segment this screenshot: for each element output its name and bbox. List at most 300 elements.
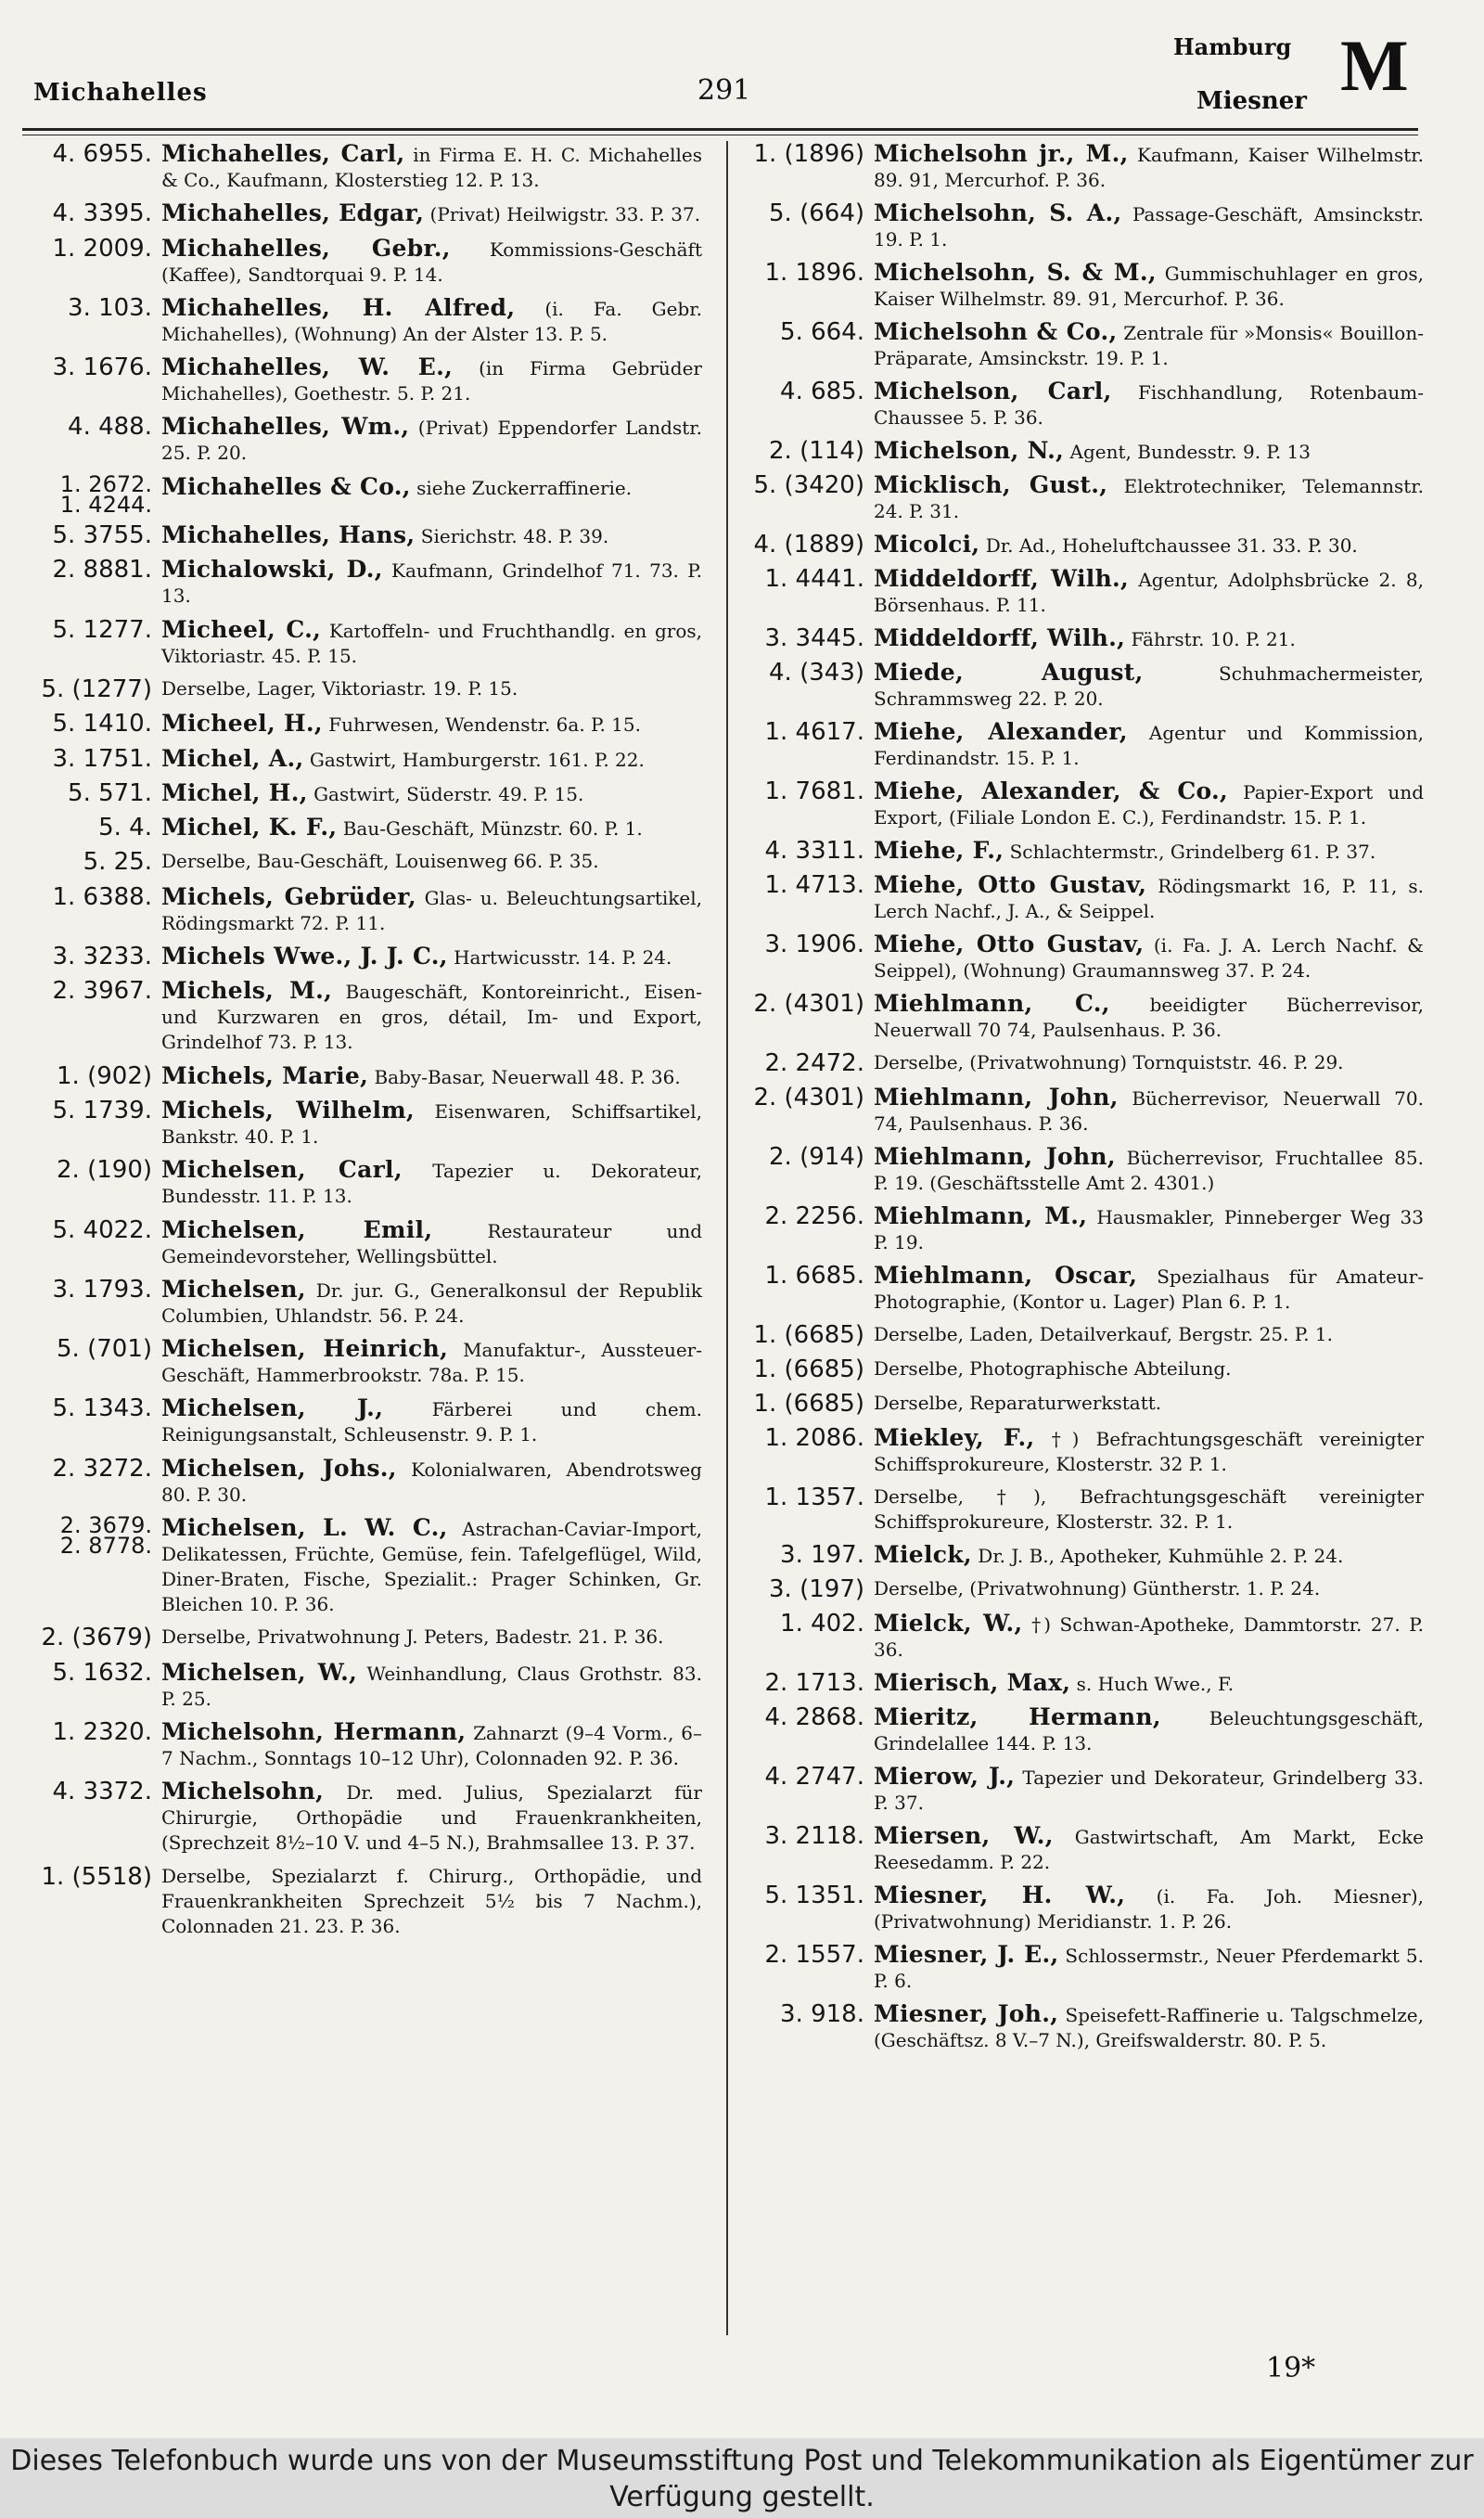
signature-mark: 19* [1266, 2352, 1316, 2384]
entry-text [161, 1336, 702, 1388]
entry-text [874, 566, 1424, 618]
entry-details: Derselbe, Reparaturwerkstatt. [874, 1392, 1162, 1414]
entry-details: Derselbe, (Privatwohnung) Tornquiststr. 46. P. 29. [874, 1051, 1344, 1073]
entry-phone-number: 5. (3420) [753, 471, 864, 499]
entry-name: Michelsen, W., [161, 1658, 358, 1686]
directory-entry [742, 1764, 1424, 1816]
entry-text [161, 522, 702, 549]
entry-details: Eisenwaren, Schiffsartikel, Bankstr. 40. P. 1. [161, 1099, 702, 1148]
entry-details: Elektrotechniker, Telemannstr. 24. P. 31. [874, 475, 1424, 522]
entry-text [161, 557, 702, 609]
entry-phone-number: 1. (6685) [753, 1321, 864, 1349]
entry-name: Miekley, F., [874, 1424, 1035, 1451]
entry-text [161, 676, 702, 701]
entry-phone-number: 3. 2118. [764, 1822, 864, 1850]
entry-name: Miersen, W., [874, 1822, 1054, 1849]
entry-name: Micheel, C., [161, 615, 322, 643]
directory-entry [30, 236, 702, 288]
directory-entry [742, 532, 1424, 559]
entry-details: (Privat) Heilwigstr. 33. P. 37. [424, 203, 701, 226]
entry-details: Fuhrwesen, Wendenstr. 6a. P. 15. [322, 713, 641, 737]
header-rule [22, 128, 1418, 131]
entry-name: Michahelles, H. Alfred, [161, 293, 516, 321]
entry-details: Zentrale für »Monsis« Bouillon-Präparate, Amsinckstr. 19. P. 1. [874, 322, 1424, 369]
entry-text [874, 2001, 1424, 2053]
directory-entry [742, 1576, 1424, 1603]
entry-phone-number: 5. 1632. [52, 1658, 152, 1687]
entry-phone-number: 5. 664. [780, 318, 864, 346]
entry-name: Michahelles, Hans, [161, 521, 416, 549]
entry-phone-number: 2. (190) [57, 1156, 152, 1185]
entry-details: Tapezier und Dekorateur, Grindelberg 33. P. 37. [874, 1766, 1424, 1814]
entry-text [161, 780, 702, 807]
entry-details: Bücherrevisor, Neuerwall 70. 74, Paulsenhaus. P. 36. [874, 1087, 1424, 1135]
directory-entry [742, 1356, 1424, 1383]
entry-text [161, 1660, 702, 1712]
entry-details: Zahnarzt (9–4 Vorm., 6–7 Nachm., Sonntags 10–12 Uhr), Colonnaden 92. P. 36. [161, 1721, 703, 1769]
entry-phone-number: 2. 2256. [764, 1202, 864, 1230]
entry-details: (i. Fa. J. A. Lerch Nachf. & Seippel), (Wohnung) Graumannsweg 37. P. 24. [874, 934, 1424, 982]
entry-name: Michahelles & Co., [161, 472, 411, 500]
directory-entry [742, 472, 1424, 524]
entry-details: Passage-Geschäft, Amsinckstr. 19. P. 1. [874, 203, 1424, 251]
entry-name: Michelsen, [161, 1275, 306, 1303]
directory-entry [742, 1823, 1424, 1875]
directory-entry [30, 1779, 702, 1856]
entry-name: Miede, August, [874, 659, 1144, 686]
entry-name: Miesner, J. E., [874, 1941, 1059, 1968]
entry-text [874, 200, 1424, 252]
directory-entry [742, 931, 1424, 983]
entry-text [161, 1098, 702, 1150]
entry-name: Michels, Marie, [161, 1061, 369, 1089]
entry-phone-number: 1. (902) [57, 1061, 152, 1090]
entry-phone-number: 3. 1676. [52, 353, 152, 382]
directory-entry [742, 141, 1424, 193]
entry-text [161, 1864, 702, 1939]
entry-phone-number: 1. 1896. [764, 259, 864, 287]
entry-details: Kaufmann, Kaiser Wilhelmstr. 89. 91, Mercurhof. P. 36. [874, 144, 1424, 191]
entry-name: Michelsohn, [161, 1778, 325, 1805]
entry-phone-number: 3. 197. [780, 1541, 864, 1569]
entry-phone-number: 4. 3311. [764, 837, 864, 865]
directory-entry [30, 295, 702, 347]
entry-name: Micklisch, Gust., [874, 471, 1108, 498]
entry-name: Miesner, H. W., [874, 1882, 1126, 1908]
directory-entry [742, 1391, 1424, 1418]
entry-phone-number: 4. 2747. [764, 1763, 864, 1791]
entry-text [874, 1085, 1424, 1137]
directory-entry [30, 1660, 702, 1712]
entry-text [874, 260, 1424, 312]
entry-details: Derselbe, (Privatwohnung) Güntherstr. 1. P. 24. [874, 1577, 1321, 1599]
entry-name: Michelsen, Heinrich, [161, 1335, 449, 1363]
entry-details: Baby-Basar, Neuerwall 48. P. 36. [368, 1065, 681, 1088]
entry-details: (in Firma Gebrüder Michahelles), Goethestr. 5. P. 21. [161, 357, 702, 405]
entry-details: Derselbe, Privatwohnung J. Peters, Badestr. 21. P. 36. [161, 1625, 664, 1649]
directory-entry [30, 1625, 702, 1651]
entry-phone-number: 1. 7681. [764, 777, 864, 805]
entry-details: (Privat) Eppendorfer Landstr. 25. P. 20. [161, 417, 702, 465]
entry-details: Derselbe, Laden, Detailverkauf, Bergstr. 25. P. 1. [874, 1323, 1334, 1345]
entry-phone-number: 3. 103. [68, 293, 152, 322]
entry-phone-number: 1. (5518) [41, 1862, 152, 1891]
directory-entry [30, 557, 702, 609]
entry-text [161, 1625, 702, 1650]
entry-name: Michels Wwe., J. J. C., [161, 943, 448, 970]
directory-entry [742, 1085, 1424, 1137]
entry-phone-number: 1. 2320. [52, 1717, 152, 1746]
entry-name: Miehlmann, John, [874, 1143, 1116, 1170]
entry-phone-number: 2. 3967. [52, 977, 152, 1006]
directory-entry [30, 141, 702, 193]
directory-entry [742, 1942, 1424, 1994]
entry-name: Michelsohn, Hermann, [161, 1717, 467, 1745]
header-city: Hamburg [1173, 33, 1292, 60]
entry-name: Mieritz, Hermann, [874, 1703, 1161, 1730]
entry-text [874, 660, 1424, 712]
entry-details: Kolonialwaren, Abendrotsweg 80. P. 30. [161, 1458, 702, 1506]
entry-phone-number: 1. (6685) [753, 1355, 864, 1383]
directory-entry [742, 991, 1424, 1043]
directory-entry [742, 1670, 1424, 1697]
entry-details: Färberei und chem. Reinigungsanstalt, Schleusenstr. 9. P. 1. [161, 1398, 703, 1446]
entry-details: Derselbe, †), Befrachtungsgeschäft vereinigter Schiffsprokureure, Klosterstr. 32. P. 1. [874, 1485, 1424, 1533]
entry-details: Astrachan-Caviar-Import, Delikatessen, Früchte, Gemüse, fein. Tafelgeflügel, Wild, Diner-Braten, Fische, Spezialit.: Prager Schinken, Gr. Bleichen 10. P. 36. [161, 1518, 702, 1616]
directory-entry [30, 746, 702, 773]
entry-phone-number: 5. 4022. [52, 1215, 152, 1244]
directory-entry [30, 414, 702, 466]
directory-entry [30, 1719, 702, 1771]
entry-phone-number: 5. 4. [98, 814, 152, 842]
entry-phone-number: 2. 8881. [52, 556, 152, 585]
entry-phone-number: 2. (914) [769, 1143, 864, 1171]
entry-details: Bau-Geschäft, Münzstr. 60. P. 1. [337, 817, 643, 841]
entry-details: Manufaktur-, Aussteuer-Geschäft, Hammerbrookstr. 78a. P. 15. [161, 1339, 702, 1387]
entry-details: Kartoffeln- und Fruchthandlg. en gros, Viktoriastr. 45. P. 15. [161, 619, 703, 667]
entry-name: Mielck, [874, 1541, 972, 1568]
directory-entry [742, 1611, 1424, 1663]
directory-entry [30, 1456, 702, 1508]
directory-entry [742, 260, 1424, 312]
entry-phone-number: 1. 6685. [764, 1262, 864, 1290]
entry-text [161, 200, 702, 227]
entry-text [874, 1823, 1424, 1875]
entry-details: Agentur und Kommission, Ferdinandstr. 15. P. 1. [874, 722, 1424, 769]
directory-entry [742, 838, 1424, 865]
entry-phone-number: 2. (114) [769, 437, 864, 465]
entry-name: Michelsen, L. W. C., [161, 1514, 448, 1542]
entry-text [161, 884, 702, 936]
directory-entry [742, 1882, 1424, 1934]
entry-phone-number: 1. 4617. [764, 718, 864, 746]
page-header [0, 25, 1484, 130]
directory-entry [742, 379, 1424, 430]
entry-text [161, 1217, 702, 1269]
entry-name: Miehe, Otto Gustav, [874, 871, 1147, 898]
directory-entry [30, 1512, 702, 1617]
directory-entry [30, 1098, 702, 1150]
entry-name: Miesner, Joh., [874, 2000, 1059, 2027]
entry-details: Agent, Bundesstr. 9. P. 13 [1064, 441, 1311, 463]
directory-entry [742, 1484, 1424, 1535]
entry-text [874, 1704, 1424, 1756]
entry-phone-number: 5. (1277) [41, 674, 152, 703]
entry-text [161, 746, 702, 773]
entry-details: Glas- u. Beleuchtungsartikel, Rödingsmarkt 72. P. 11. [161, 886, 702, 934]
entry-details: Hausmakler, Pinneberger Weg 33 P. 19. [874, 1206, 1424, 1253]
entry-name: Michel, A., [161, 744, 304, 772]
entry-phone-number: 3. 1751. [52, 744, 152, 773]
entry-phone-number: 5. 571. [68, 778, 152, 807]
directory-entry [30, 1277, 702, 1329]
directory-entry [742, 660, 1424, 712]
directory-entry [30, 884, 702, 936]
directory-entry [30, 978, 702, 1055]
entry-phone-number: 5. (701) [57, 1335, 152, 1364]
entry-details: Dr. med. Julius, Spezialarzt für Chirurgie, Orthopädie und Frauenkrankheiten, (Sprechzeit 8½–10 V. und 4–5 N.), Brahmsallee 13. P. 37. [161, 1781, 702, 1855]
entry-phone-number: 2. (4301) [753, 990, 864, 1018]
entry-text [161, 141, 702, 193]
directory-entry [30, 1864, 702, 1939]
entry-details: Tapezier u. Dekorateur, Bundesstr. 11. P. 13. [161, 1160, 702, 1208]
directory-entry [742, 1263, 1424, 1315]
entry-text [874, 719, 1424, 771]
entry-text [161, 1063, 702, 1090]
entry-name: Michahelles, Wm., [161, 413, 410, 441]
entry-details: (i. Fa. Gebr. Michahelles), (Wohnung) An der Alster 13. P. 5. [161, 297, 703, 345]
entry-name: Miehe, Otto Gustav, [874, 931, 1145, 957]
directory-entry [30, 780, 702, 807]
entry-text [161, 711, 702, 738]
entry-name: Mierisch, Max, [874, 1669, 1071, 1696]
entry-details: Spezialhaus für Amateur-Photographie, (Kontor u. Lager) Plan 6. P. 1. [874, 1265, 1424, 1313]
entry-details: Gastwirt, Hamburgerstr. 161. P. 22. [303, 748, 645, 771]
entry-details: †) Schwan-Apotheke, Dammtorstr. 27. P. 36. [874, 1613, 1425, 1661]
entry-phone-number: 2. 3679. 2. 8778. [59, 1512, 152, 1560]
entry-details: Restaurateur und Gemeindevorsteher, Wellingsbüttel. [161, 1219, 703, 1267]
entry-details: Derselbe, Spezialarzt f. Chirurg., Orthopädie, und Frauenkrankheiten Sprechzeit 5½ bis 7 Nachm.), Colonnaden 21. 23. P. 36. [161, 1864, 702, 1937]
entry-text [161, 1456, 702, 1508]
entry-text [874, 1144, 1424, 1196]
entry-phone-number: 1. 2009. [52, 234, 152, 263]
entry-details: Schlossermstr., Neuer Pferdemarkt 5. P. 6. [874, 1945, 1424, 1992]
entry-text [874, 931, 1424, 983]
directory-entry [30, 200, 702, 227]
directory-entry [30, 522, 702, 549]
entry-name: Michelsen, J., [161, 1394, 384, 1422]
directory-entry [742, 1704, 1424, 1756]
directory-entry [742, 1050, 1424, 1077]
header-left-keyword: Michahelles [33, 79, 208, 107]
entry-details: Bücherrevisor, Fruchtallee 85. P. 19. (Geschäftsstelle Amt 2. 4301.) [874, 1147, 1424, 1194]
entry-text [874, 1611, 1424, 1663]
archive-notice: Dieses Telefonbuch wurde uns von der Museumsstiftung Post und Telekommunikation als Eigentümer zur Verfügung gestellt. [0, 2438, 1484, 2518]
entry-details: Kaufmann, Grindelhof 71. 73. P. 13. [161, 559, 702, 608]
entry-name: Michahelles, Gebr., [161, 234, 451, 262]
entry-details: Schlachtermstr., Grindelberg 61. P. 37. [1004, 841, 1376, 863]
entry-text [874, 1764, 1424, 1816]
entry-phone-number: 1. 2086. [764, 1424, 864, 1452]
entry-text [161, 1779, 702, 1856]
entry-text [161, 1157, 702, 1209]
entry-phone-number: 5. (664) [769, 199, 864, 227]
entry-details: Papier-Export und Export, (Filiale London E. C.), Ferdinandstr. 15. P. 1. [874, 781, 1424, 829]
right-column [742, 141, 1424, 2061]
directory-entry [30, 1336, 702, 1388]
entry-text [874, 1391, 1424, 1416]
entry-text [874, 1670, 1424, 1697]
entry-details: Rödingsmarkt 16, P. 11, s. Lerch Nachf., J. A., & Seippel. [874, 875, 1425, 922]
entry-text [874, 1576, 1424, 1601]
entry-text [161, 944, 702, 970]
entry-text [161, 354, 702, 406]
directory-entry [30, 815, 702, 841]
entry-text [874, 438, 1424, 465]
entry-text [161, 1395, 702, 1447]
entry-phone-number: 1. (6685) [753, 1390, 864, 1418]
directory-entry [742, 438, 1424, 465]
directory-entry [30, 944, 702, 970]
entry-name: Michelsohn, S. A., [874, 199, 1122, 226]
entry-phone-number: 3. 1906. [764, 931, 864, 958]
entry-details: Beleuchtungsgeschäft, Grindelallee 144. P. 13. [874, 1707, 1424, 1754]
entry-name: Micolci, [874, 531, 980, 558]
entry-details: Baugeschäft, Kontoreinricht., Eisen- und Kurzwaren en gros, détail, Im- und Export, Grindelhof 73. P. 13. [161, 981, 702, 1054]
entry-details: Derselbe, Photographische Abteilung. [874, 1357, 1232, 1380]
entry-text [161, 474, 702, 501]
entry-details: Dr. Ad., Hoheluftchaussee 31. 33. P. 30. [979, 534, 1358, 557]
entry-text [161, 236, 702, 288]
entry-text [874, 1425, 1424, 1477]
entry-details: Gummischuhlager en gros, Kaiser Wilhelmstr. 89. 91, Mercurhof. P. 36. [874, 263, 1425, 310]
entry-text [161, 1515, 702, 1617]
entry-name: Micheel, H., [161, 710, 323, 738]
entry-details: Derselbe, Lager, Viktoriastr. 19. P. 15. [161, 676, 518, 700]
entry-phone-number: 4. 685. [780, 378, 864, 405]
entry-text [874, 1542, 1424, 1569]
entry-name: Middeldorff, Wilh., [874, 624, 1126, 651]
entry-name: Miehlmann, Oscar, [874, 1262, 1138, 1289]
entry-text [874, 532, 1424, 559]
entry-name: Miehe, Alexander, & Co., [874, 777, 1229, 804]
entry-phone-number: 3. 1793. [52, 1275, 152, 1304]
entry-phone-number: 1. (1896) [753, 140, 864, 168]
entry-details: siehe Zuckerraffinerie. [410, 476, 633, 499]
entry-phone-number: 2. 2472. [764, 1049, 864, 1077]
entry-details: Schuhmachermeister, Schrammsweg 22. P. 20. [874, 662, 1424, 710]
entry-name: Middeldorff, Wilh., [874, 565, 1130, 592]
entry-text [161, 617, 702, 669]
entry-details: Kommissions-Geschäft (Kaffee), Sandtorquai 9. P. 14. [161, 238, 702, 286]
directory-entry [30, 1395, 702, 1447]
directory-entry [30, 1157, 702, 1209]
directory-entry [742, 319, 1424, 371]
entry-text [874, 778, 1424, 830]
entry-name: Michahelles, Carl, [161, 140, 405, 167]
directory-entry [742, 2001, 1424, 2053]
entry-details: Hartwicusstr. 14. P. 24. [447, 946, 672, 970]
column-divider [726, 141, 728, 2335]
entry-phone-number: 1. 402. [780, 1610, 864, 1638]
entry-text [161, 1719, 702, 1771]
entry-name: Michahelles, W. E., [161, 353, 454, 381]
entry-phone-number: 4. (1889) [753, 531, 864, 559]
entry-details: Dr. J. B., Apotheker, Kuhmühle 2. P. 24. [971, 1545, 1344, 1567]
entry-text [874, 1942, 1424, 1994]
entry-details: Agentur, Adolphsbrücke 2. 8, Börsenhaus. P. 11. [874, 569, 1424, 616]
entry-phone-number: 3. (197) [769, 1575, 864, 1603]
entry-phone-number: 1. 6388. [52, 882, 152, 911]
entry-name: Mierow, J., [874, 1763, 1016, 1790]
entry-phone-number: 2. 1557. [764, 1941, 864, 1969]
entry-name: Michels, M., [161, 977, 333, 1005]
entry-phone-number: 5. 1277. [52, 615, 152, 644]
entry-phone-number: 5. 25. [83, 848, 152, 877]
entry-text [874, 472, 1424, 524]
directory-entry [30, 849, 702, 876]
entry-text [874, 141, 1424, 193]
entry-name: Michahelles, Edgar, [161, 199, 425, 227]
directory-entry [742, 625, 1424, 652]
directory-entry [30, 1217, 702, 1269]
entry-name: Michelsohn, S. & M., [874, 259, 1157, 286]
entry-details: Sierichstr. 48. P. 39. [415, 525, 609, 548]
entry-name: Michel, H., [161, 778, 308, 806]
directory-entry [742, 778, 1424, 830]
entry-text [874, 1356, 1424, 1381]
entry-details: †) Befrachtungsgeschäft vereinigter Schiffsprokureure, Klosterstr. 32 P. 1. [874, 1428, 1424, 1475]
entry-phone-number: 5. 1343. [52, 1394, 152, 1423]
entry-name: Michel, K. F., [161, 814, 338, 841]
entry-phone-number: 2. 3272. [52, 1454, 152, 1483]
entry-text [161, 295, 702, 347]
entry-phone-number: 2. 1713. [764, 1669, 864, 1697]
entry-text [161, 849, 702, 874]
directory-entry [742, 566, 1424, 618]
directory-entry [742, 1322, 1424, 1349]
entry-details: Dr. jur. G., Generalkonsul der Republik Columbien, Uhlandstr. 56. P. 24. [161, 1278, 702, 1327]
entry-name: Miehe, F., [874, 837, 1004, 864]
entry-text [874, 1882, 1424, 1934]
entry-text [874, 1322, 1424, 1347]
entry-name: Michelson, Carl, [874, 378, 1112, 405]
entry-phone-number: 1. 2672. 1. 4244. [59, 470, 152, 518]
directory-entry [742, 1144, 1424, 1196]
entry-details: in Firma E. H. C. Michahelles & Co., Kaufmann, Klosterstieg 12. P. 13. [161, 144, 702, 191]
entry-text [874, 319, 1424, 371]
entry-phone-number: 4. 3395. [52, 199, 152, 228]
entry-text [874, 625, 1424, 652]
entry-text [161, 1277, 702, 1329]
entry-details: Gastwirtschaft, Am Markt, Ecke Reesedamm. P. 22. [874, 1826, 1424, 1873]
entry-phone-number: 4. 2868. [764, 1703, 864, 1731]
directory-entry [30, 711, 702, 738]
entry-phone-number: 4. 488. [68, 413, 152, 442]
entry-phone-number: 1. 1357. [764, 1484, 864, 1511]
entry-name: Michelsen, Carl, [161, 1156, 403, 1184]
entry-phone-number: 1. 4441. [764, 565, 864, 593]
directory-entry [30, 354, 702, 406]
directory-entry [30, 1063, 702, 1090]
entry-name: Miehe, Alexander, [874, 718, 1128, 745]
entry-name: Michelsen, Johs., [161, 1454, 397, 1482]
directory-entry [30, 676, 702, 703]
entry-details: Gastwirt, Süderstr. 49. P. 15. [307, 782, 584, 805]
entry-phone-number: 5. 3755. [52, 521, 152, 550]
entry-phone-number: 4. (343) [769, 659, 864, 687]
entry-text [874, 379, 1424, 430]
